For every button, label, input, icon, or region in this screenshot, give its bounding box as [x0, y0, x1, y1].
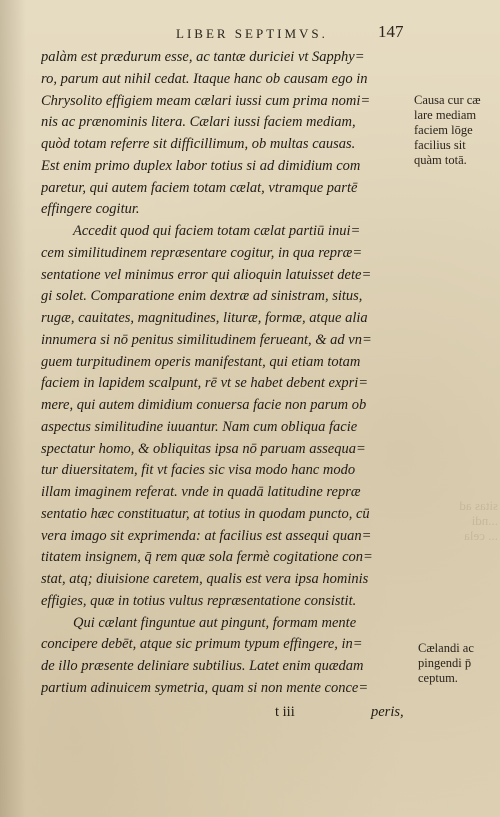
- text-line: sentatione vel minimus error qui alioquin latuisset dete=: [41, 266, 372, 283]
- text-line: rugæ, cauitates, magnitudines, lituræ, formæ, atque alia: [41, 310, 368, 326]
- text-line: quòd totam referre sit difficillimum, ob multas causas.: [41, 136, 356, 152]
- text-line: ro, parum aut nihil cedat. Itaque hanc ob causam ego in: [41, 70, 368, 87]
- signature-mark: t iii: [275, 704, 295, 720]
- text-line: Est enim primo duplex labor totius si ad dimidium com: [41, 157, 361, 174]
- text-line: illam imaginem referat. vnde in quadā latitudine repræ: [41, 484, 361, 500]
- margin-note-line: facilius sit: [414, 138, 466, 152]
- paragraph-start-line: Accedit quod qui faciem totam cælat partiū inui=: [73, 223, 361, 239]
- text-line: palàm est prædurum esse, ac tantæ duriciei vt Sapphy=: [41, 49, 365, 65]
- text-line: stat, atq; diuisione caretem, qualis est vera ipsa hominis: [41, 571, 369, 587]
- margin-note-line: Cælandi ac: [418, 641, 474, 655]
- running-head: LIBER SEPTIMVS.: [176, 26, 328, 41]
- text-line: gi solet. Comparatione enim dextræ ad sinistram, situs,: [41, 288, 363, 305]
- gutter-shadow: [0, 0, 26, 817]
- bleed-through-line: ... cela: [464, 528, 498, 543]
- main-text-block: [41, 47, 413, 700]
- text-line: cem similitudinem repræsentare cogitur, in qua repræ=: [41, 244, 363, 261]
- text-line: paretur, qui autem faciem totam cælat, vtramque partē: [41, 179, 358, 196]
- text-line: vera imago sit exprimenda: at facilius est assequi quan=: [41, 527, 372, 544]
- bleed-through-text: [418, 498, 498, 558]
- text-line: mere, qui autem dimidium conuersa facie non parum ob: [41, 397, 367, 413]
- margin-note-line: faciem lōge: [414, 123, 473, 137]
- text-line: faciem in lapidem scalpunt, rē vt se habet debent expri=: [41, 375, 369, 392]
- text-line: aspectus similitudine iuuantur. Nam cum obliqua facie: [41, 418, 358, 435]
- text-line: nis ac prænominis litera. Cælari iussi faciem mediam,: [41, 114, 356, 131]
- margin-note-line: lare mediam: [414, 108, 477, 122]
- page-footer: [0, 704, 500, 726]
- margin-note-causa: [414, 93, 492, 168]
- text-line: concipere debēt, atque sic primum typum effingere, in=: [41, 636, 363, 653]
- text-line: de illo præsente deliniare subtilius. Latet enim quædam: [41, 658, 364, 674]
- text-line: innumera si nō penitus similitudinem ferueant, & ad vn=: [41, 331, 372, 348]
- text-line: partium adinuicem symetria, quam si non mente conce=: [41, 679, 369, 696]
- text-line: Chrysolito effigiem meam cælari iussi cum prima nomi=: [41, 92, 371, 109]
- text-line: spectatur homo, & obliquitas ipsa nō paruam assequa=: [41, 440, 366, 457]
- text-line: tur diuersitatem, fit vt facies sic visa modo hanc modo: [41, 462, 356, 479]
- margin-note-line: ceptum.: [418, 671, 458, 685]
- margin-note-line: Causa cur cæ: [414, 93, 481, 107]
- margin-note-caelandi: [418, 641, 496, 686]
- text-line: effingere cogitur.: [41, 201, 140, 218]
- page-number: 147: [378, 22, 404, 41]
- paragraph-start-line: Qui cælant finguntue aut pingunt, formam mente: [73, 614, 357, 631]
- margin-note-line: pingendi p̄: [418, 656, 472, 670]
- bleed-through-line: ...ndi: [471, 513, 498, 528]
- text-line: titatem insignem, q̄ rem quæ sola fermè cogitatione con=: [41, 549, 373, 566]
- margin-note-line: quàm totā.: [414, 153, 467, 167]
- bleed-through-line: sitas ad: [459, 498, 498, 513]
- text-line: guem turpitudinem operis manifestant, qui etiam totam: [41, 353, 361, 370]
- text-line: effigies, quæ in totius vultus repræsentatione consistit.: [41, 592, 357, 609]
- catchword: peris,: [371, 704, 404, 720]
- text-line: sentatio hæc constituatur, at totius in quodam puncto, cū: [41, 505, 370, 522]
